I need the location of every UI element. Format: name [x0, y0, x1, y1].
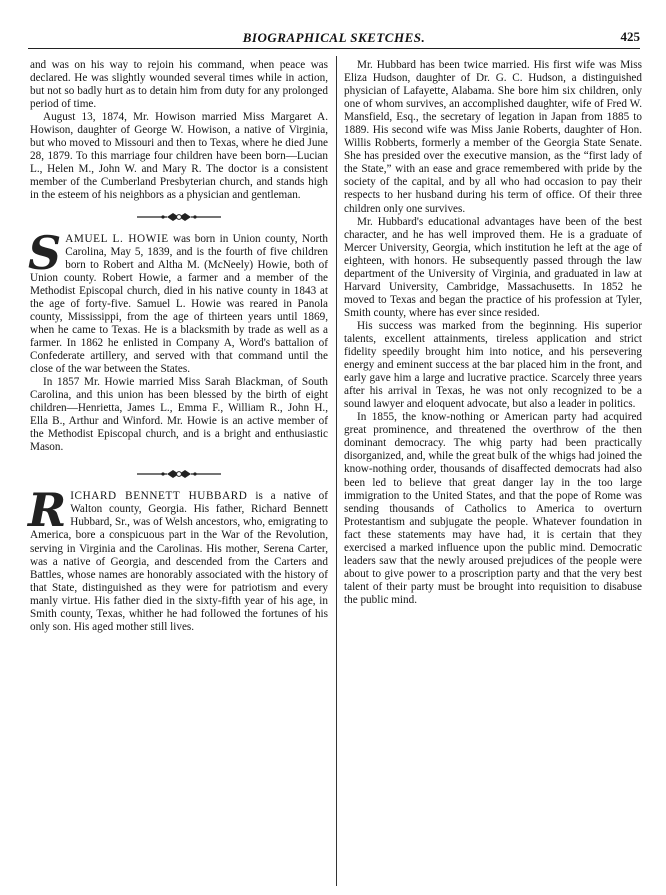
- hubbard-text: is a native of Walton county, Georgia. His father, Richard Bennett Hubbard, Sr., was of Welsh ancestors, who, emigrating to America, bore a conspicuous part in the War of the Revolution, serving in Virginia and the Carolinas. His mother, Serena Carter, was a native of Georgia, and descended from the Carters and Battles, whose names are honorably associated with the history of that State, distinguished as they were for patriotism and every manly virtue. His father died in the sixty-fifth year of his age, in Smith county, Texas, whither he had followed the fortunes of his only son. His aged mother still lives.: [30, 490, 328, 633]
- page-number: 425: [620, 29, 640, 44]
- howison-paragraph-2: August 13, 1874, Mr. Howison married Miss Margaret A. Howison, daughter of George W. Howison, a native of Virginia, but who moved to Missouri and then to Texas, where he died June 28, 1879. To this marriage four children have been born—Lucian L., Helen M., John W. and Mary R. The doctor is a consistent member of the Cumberland Presbyterian church, and stands high in the esteem of his neighbors as a physician and gentleman.: [30, 111, 328, 202]
- running-title: BIOGRAPHICAL SKETCHES.: [242, 30, 426, 45]
- left-column: [30, 59, 328, 634]
- hubbard-education-paragraph: Mr. Hubbard's educational advantages have been of the best character, and he has well improved them. He is a graduate of Mercer University, Georgia, which institution he left at the age of eighteen, with honors. He subsequently passed through the law department of the University of Virginia, and graduated in law at Harvard University, Cambridge, Massachusetts. In 1852 he moved to Texas and began the practice of his profession at Tyler, Smith county, where has ever since resided.: [344, 215, 642, 319]
- howie-dropcap: S: [28, 225, 62, 280]
- howie-paragraph-2: In 1857 Mr. Howie married Miss Sarah Blackman, of South Carolina, and this union has been blessed by the birth of eight children—Henrietta, James L., Emma F., William R., John H., Ella B., Arthur and Winford. Mr. Howie is an active member of the Methodist Episcopal church, and is a bright and enthusiastic Mason.: [30, 376, 328, 454]
- right-column: [344, 59, 642, 607]
- hubbard-marriage-paragraph: Mr. Hubbard has been twice married. His first wife was Miss Eliza Hudson, daughter of Dr. G. C. Hudson, a distinguished physician of Lafayette, Alabama. She bore him six children, only one of whom survives, an accomplished daughter, wife of Fred W. Mansfield, Esq., the secretary of legation in Japan from 1885 to 1889. His second wife was Miss Janie Roberts, daughter of Hon. Willis Robberts, formerly a member of the Georgia State Senate. She has presided over the executive mansion, as the “first lady of the State,” with an ease and grace remembered with pride by the society of the capital, and by all who had occasion to pay their respects to her husband during his term of office. Of their three children only one survives.: [344, 59, 642, 215]
- howie-paragraph-1: [28, 225, 328, 377]
- column-divider: [336, 56, 337, 886]
- hubbard-paragraph-1: [28, 483, 328, 634]
- hubbard-success-paragraph: His success was marked from the beginning. His superior talents, excellent attainments, tireless application and strict fidelity speedily brought him into notice, and his persevering energy and eminent success at the bar placed him in the front, and early gave him a large and lucrative practice. Scarcely three years after his arrival in Texas, he was not only recognized to be a sound lawyer and eloquent advocate, but also a leader in politics.: [344, 319, 642, 411]
- howie-text: was born in Union county, North Carolina, May 5, 1839, and is the fourth of five children born to Robert and Altha M. (McNeely) Howie, both of Union county. Robert Howie, a farmer and a member of the Methodist Episcopal church, died in his native county in 1843 at the age of forty-five. Samuel L. Howie was reared in Panola county, Mississippi, from the age of thirteen years until 1869, when he came to Texas. He is a blacksmith by trade as well as a farmer. In 1862 he enlisted in Company A, Word's battalion of Confederate artillery, and served with that command until the close of the war between the States.: [30, 232, 328, 375]
- ornament-divider-icon: [137, 211, 221, 223]
- howie-name: AMUEL L. HOWIE: [65, 232, 169, 245]
- page-header: [28, 28, 640, 49]
- hubbard-dropcap: R: [28, 483, 67, 538]
- ornament-divider-icon: [137, 468, 221, 480]
- section-ornament-1: [30, 211, 328, 223]
- hubbard-politics-paragraph: In 1855, the know-nothing or American party had acquired great prominence, and threatened the overthrow of the then dominant democracy. The whig party had been practically disorganized, and, while the great bulk of the whigs had joined the know-nothing order, thousands of disaffected democrats had also been led to believe that great danger lay in the too large immigration to the United States, and that the pope of Rome was sending thousands of Catholics to America to overturn Protestantism and subjugate the people. Whatever foundation in fact these statements may have had, it is certain that they exercised a marked influence upon the public mind. Democratic leaders saw that the newly aroused prejudices of the people were about to give power to a proscription party and that the very best talent of their party must be brought into requisition to disabuse the public mind.: [344, 411, 642, 606]
- hubbard-name: ICHARD BENNETT HUBBARD: [70, 490, 248, 503]
- section-ornament-2: [30, 468, 328, 480]
- howison-paragraph-1: and was on his way to rejoin his command, when peace was declared. He was slightly wounded several times while in action, but not so badly hurt as to detain him from duty for any prolonged period of time.: [30, 59, 328, 111]
